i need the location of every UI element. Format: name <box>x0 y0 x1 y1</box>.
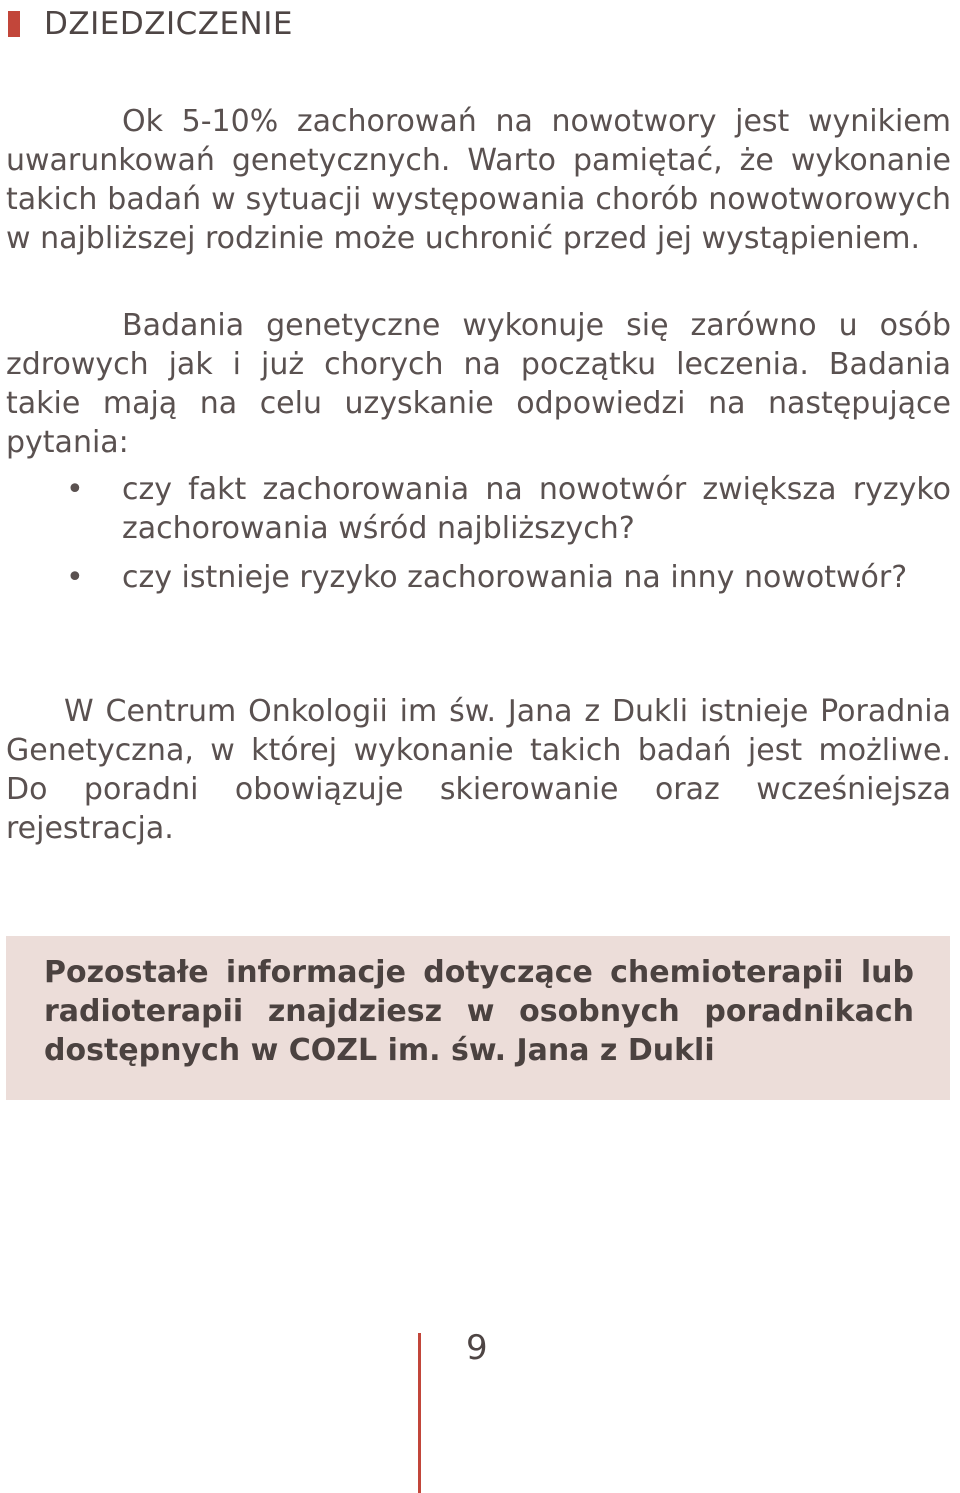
bullet-icon: • <box>66 560 84 595</box>
page-number-rule <box>418 1333 421 1493</box>
questions-list <box>6 470 951 607</box>
heading-marker <box>8 11 20 37</box>
info-note-text: Pozostałe informacje dotyczące chemioterapii lub radioterapii znajdziesz w osobnych poradnikach dostępnych w COZL im. św. Jana z Dukli <box>44 955 914 1068</box>
list-item-text: czy fakt zachorowania na nowotwór zwiększa ryzyko zachorowania wśród najbliższych? <box>122 472 951 546</box>
page-number: 9 <box>466 1328 488 1368</box>
section-title: DZIEDZICZENIE <box>44 6 293 42</box>
list-item <box>6 558 951 597</box>
list-item-text: czy istnieje ryzyko zachorowania na inny nowotwór? <box>122 560 908 595</box>
section-heading <box>8 4 293 44</box>
bullet-icon: • <box>66 472 84 507</box>
info-note-box <box>6 936 950 1100</box>
list-item <box>6 470 951 548</box>
paragraph-heredity-intro: Ok 5-10% zachorowań na nowotwory jest wynikiem uwarunkowań genetycznych. Warto pamiętać, że wykonanie takich badań w sytuacji występowania chorób nowotworowych w najbliższej rodzinie może uchronić przed jej wystąpieniem. <box>6 104 951 256</box>
paragraph-genetic-clinic: W Centrum Onkologii im św. Jana z Dukli istnieje Poradnia Genetyczna, w której wykonanie takich badań jest możliwe. Do poradni obowiązuje skierowanie oraz wcześniejsza rejestracja. <box>6 694 951 846</box>
paragraph-genetic-tests: Badania genetyczne wykonuje się zarówno u osób zdrowych jak i już chorych na początku leczenia. Badania takie mają na celu uzyskanie odpowiedzi na następujące pytania: <box>6 308 951 460</box>
